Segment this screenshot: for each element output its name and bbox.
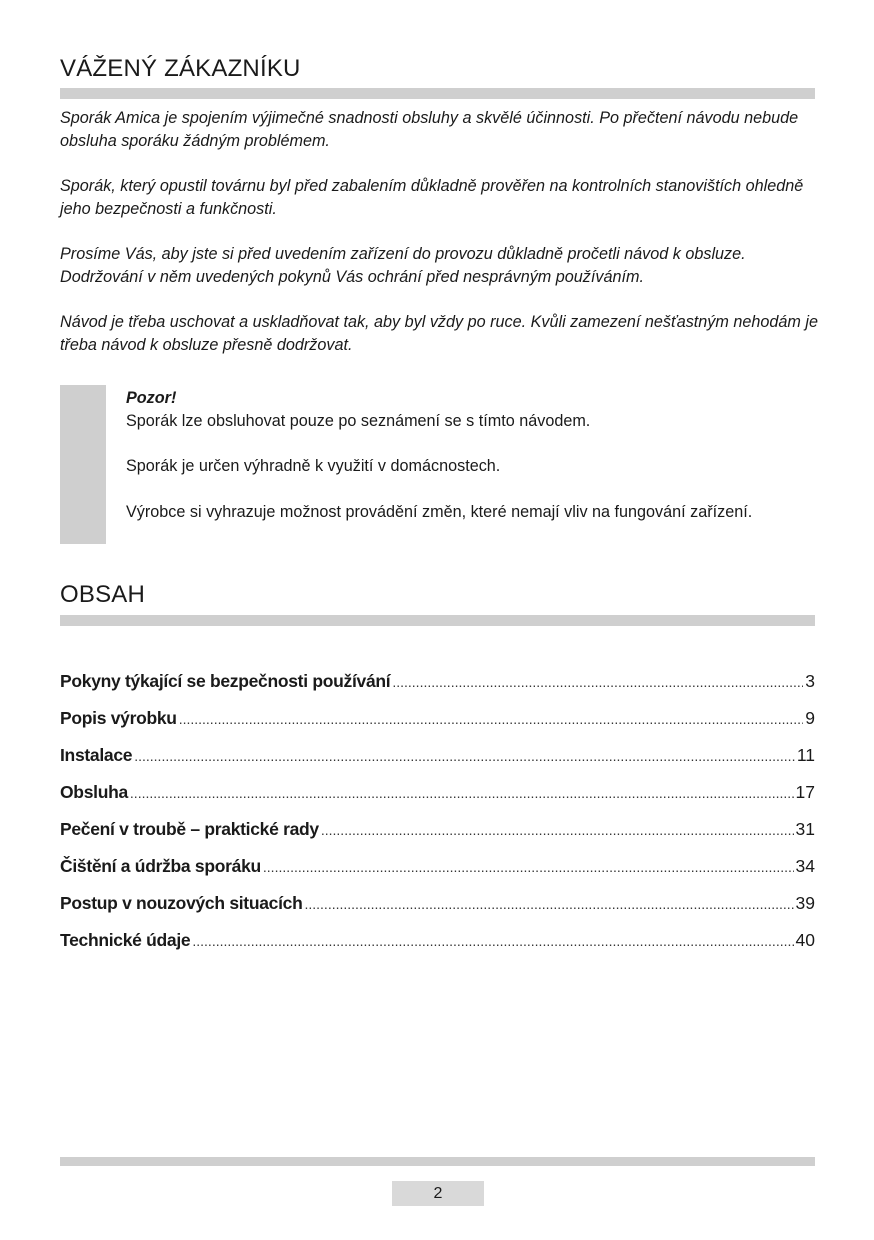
notice-marker-bar (60, 385, 106, 544)
toc-dot-leader (134, 748, 795, 764)
toc-entry-page: 34 (795, 856, 815, 876)
notice-box (126, 387, 816, 546)
intro-paragraph: Sporák, který opustil továrnu byl před zabalením důkladně prověřen na kontrolních stanovištích ohledně jeho bezpečnosti a funkčnosti. (60, 177, 804, 218)
toc-dot-leader (263, 859, 794, 875)
toc-entry-label: Čištění a údržba sporáku (60, 856, 261, 876)
notice-paragraph: Sporák lze obsluhovat pouze po seznámení se s tímto návodem. (126, 411, 591, 430)
toc-entry-safety[interactable] (60, 671, 815, 708)
toc-entry-page: 3 (805, 671, 815, 691)
toc-entry-technical-data[interactable] (60, 930, 815, 967)
notice-paragraph: Výrobce si vyhrazuje možnost provádění změn, které nemají vliv na fungování zařízení. (126, 502, 753, 521)
toc-entry-page: 31 (795, 819, 815, 839)
toc-dot-leader (192, 933, 793, 949)
toc-entry-cleaning[interactable] (60, 856, 815, 893)
intro-section (60, 107, 820, 379)
intro-paragraph: Prosíme Vás, aby jste si před uvedením zařízení do provozu důkladně pročetli návod k obsluze. Dodržování v něm uvedených pokynů Vás ochrání před nesprávným používáním. (60, 245, 746, 286)
toc-entry-label: Pečení v troubě – praktické rady (60, 819, 319, 839)
toc-entry-label: Pokyny týkající se bezpečnosti používání (60, 671, 391, 691)
toc-dot-leader (130, 785, 794, 801)
toc-dot-leader (304, 896, 793, 912)
toc-entry-operation[interactable] (60, 782, 815, 819)
toc-entry-label: Postup v nouzových situacích (60, 893, 303, 913)
intro-paragraph: Sporák Amica je spojením výjimečné snadnosti obsluhy a skvělé účinnosti. Po přečtení návodu nebude obsluha sporáku žádným problémem. (60, 109, 799, 150)
toc-entry-page: 39 (795, 893, 815, 913)
toc-entry-page: 40 (795, 930, 815, 950)
notice-paragraph: Sporák je určen výhradně k využití v domácnostech. (126, 457, 501, 475)
table-of-contents (60, 671, 815, 967)
toc-dot-leader (321, 822, 794, 838)
toc-entry-page: 11 (796, 745, 815, 765)
toc-entry-label: Obsluha (60, 782, 128, 802)
toc-entry-installation[interactable] (60, 745, 815, 782)
toc-dot-leader (179, 711, 804, 727)
toc-title: OBSAH (60, 581, 146, 608)
title-divider (60, 88, 815, 99)
footer-divider (60, 1157, 815, 1166)
toc-dot-leader (392, 674, 803, 690)
toc-entry-baking-tips[interactable] (60, 819, 815, 856)
toc-divider (60, 615, 815, 626)
toc-entry-label: Technické údaje (60, 930, 191, 950)
toc-entry-page: 9 (805, 708, 815, 728)
toc-entry-emergency[interactable] (60, 893, 815, 930)
page-title: VÁŽENÝ ZÁKAZNÍKU (60, 55, 301, 82)
toc-entry-product-description[interactable] (60, 708, 815, 745)
toc-entry-page: 17 (795, 782, 815, 802)
intro-paragraph: Návod je třeba uschovat a uskladňovat tak, aby byl vždy po ruce. Kvůli zamezení nešťastným nehodám je třeba návod k obsluze přesně dodržovat. (60, 313, 818, 354)
page-number: 2 (392, 1181, 484, 1206)
notice-title: Pozor! (126, 389, 177, 407)
toc-entry-label: Popis výrobku (60, 708, 177, 728)
toc-entry-label: Instalace (60, 745, 133, 765)
